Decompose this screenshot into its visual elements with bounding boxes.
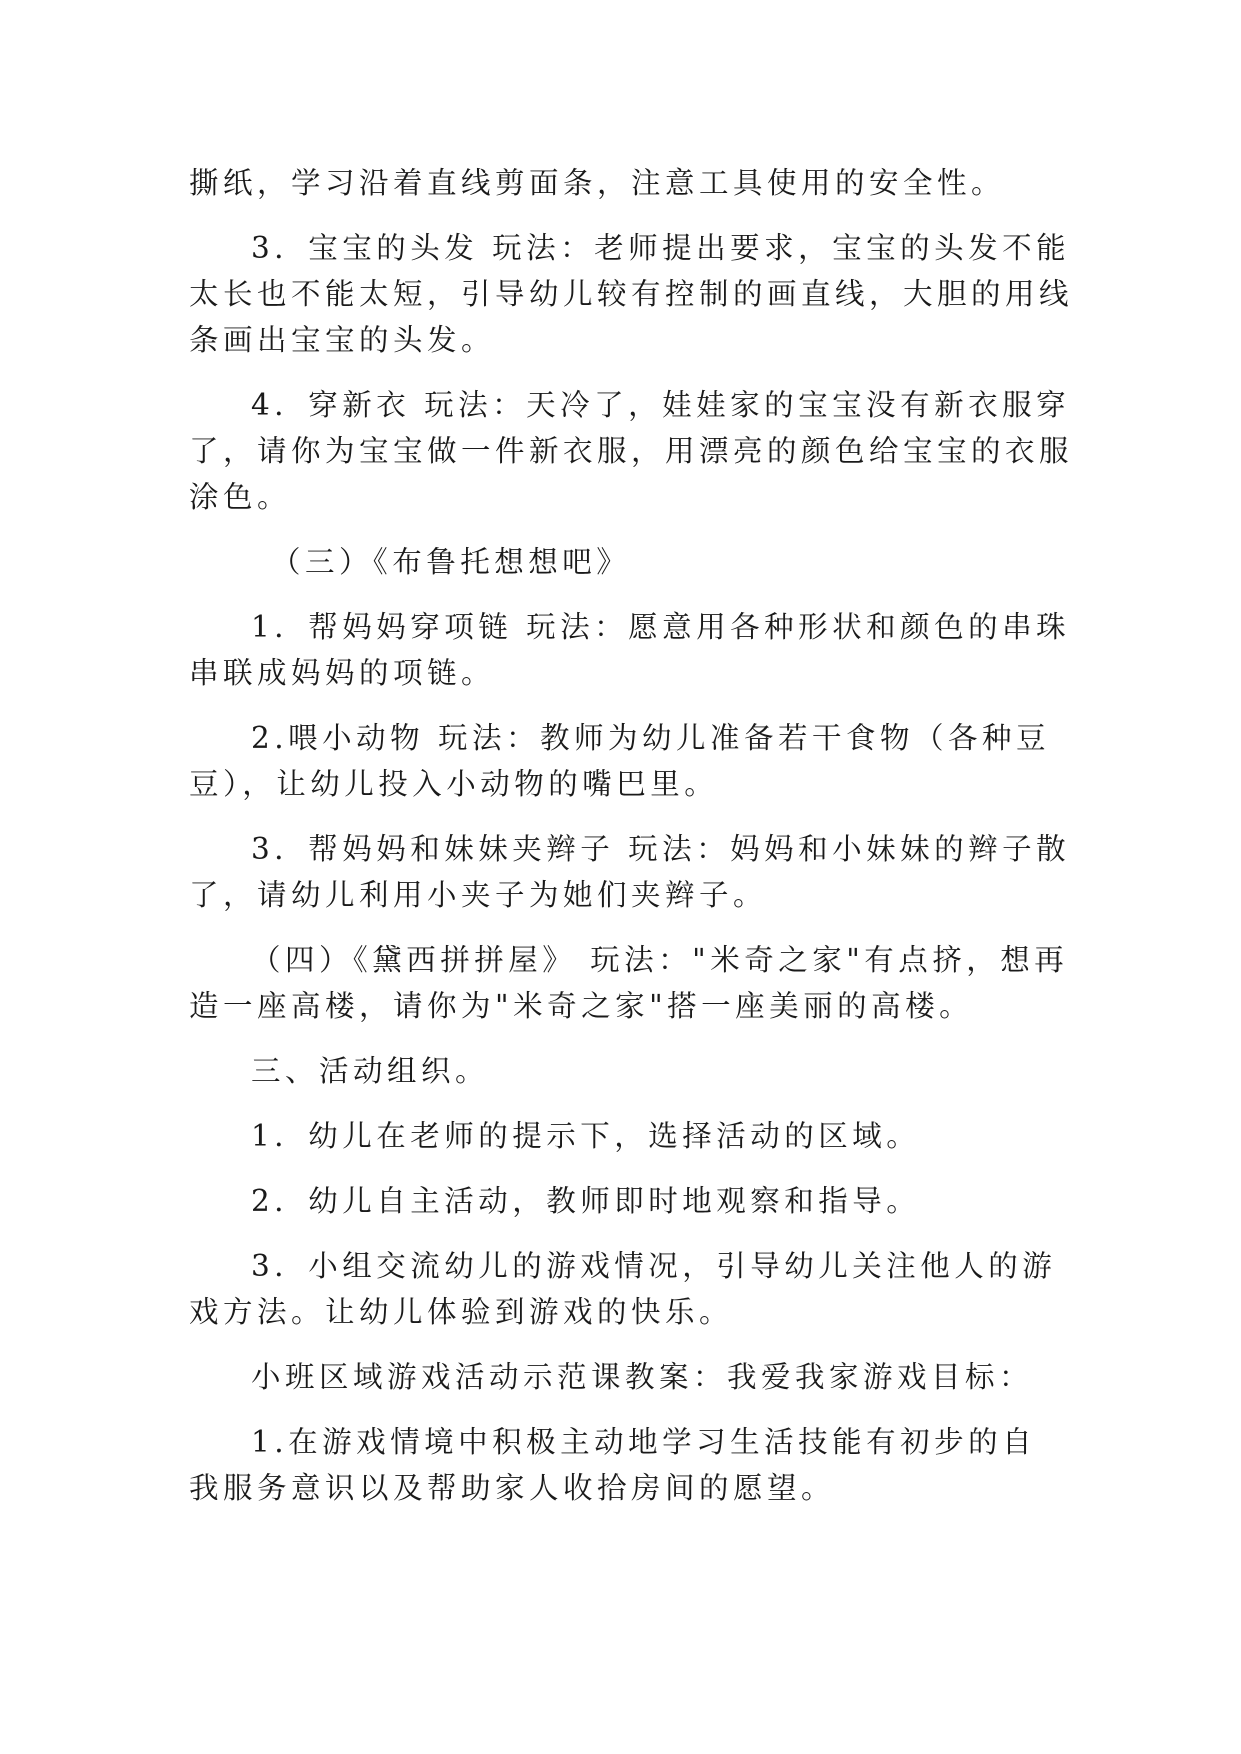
paragraph-line: 了，请幼儿利用小夹子为她们夹辫子。 — [189, 878, 768, 912]
paragraph-line: 3．宝宝的头发 玩法：老师提出要求，宝宝的头发不能 — [251, 231, 1071, 265]
paragraph-line: 戏方法。让幼儿体验到游戏的快乐。 — [189, 1295, 734, 1329]
paragraph-line: 涂色。 — [189, 480, 292, 514]
paragraph-line: 造一座高楼，请你为"米奇之家"搭一座美丽的高楼。 — [189, 989, 974, 1023]
paragraph-line: 条画出宝宝的头发。 — [189, 323, 496, 357]
section-heading: （三）《布鲁托想想吧》 — [271, 545, 631, 579]
document-body — [189, 160, 1074, 1511]
list-item: 1．幼儿在老师的提示下，选择活动的区域。 — [251, 1119, 921, 1153]
list-item: 1.在游戏情境中积极主动地学习生活技能有初步的自 — [251, 1425, 1037, 1459]
paragraph-line: 1．帮妈妈穿项链 玩法：愿意用各种形状和颜色的串珠 — [251, 610, 1071, 644]
paragraph-line: 4．穿新衣 玩法：天冷了，娃娃家的宝宝没有新衣服穿 — [251, 388, 1071, 422]
paragraph-line: 太长也不能太短，引导幼儿较有控制的画直线，大胆的用线 — [189, 277, 1074, 311]
paragraph-line: 2.喂小动物 玩法：教师为幼儿准备若干食物（各种豆 — [251, 721, 1051, 755]
paragraph-line: 撕纸，学习沿着直线剪面条，注意工具使用的安全性。 — [189, 166, 1006, 200]
section-heading: 三、活动组织。 — [251, 1054, 490, 1088]
paragraph-line: 了，请你为宝宝做一件新衣服，用漂亮的颜色给宝宝的衣服 — [189, 434, 1074, 468]
list-item: 2．幼儿自主活动，教师即时地观察和指导。 — [251, 1184, 921, 1218]
paragraph-line: 小班区域游戏活动示范课教案：我爱我家游戏目标： — [251, 1360, 1034, 1394]
paragraph-line: 串联成妈妈的项链。 — [189, 656, 496, 690]
paragraph-line: 我服务意识以及帮助家人收拾房间的愿望。 — [189, 1471, 836, 1505]
paragraph-line: 豆），让幼儿投入小动物的嘴巴里。 — [189, 767, 719, 801]
list-item: 3．小组交流幼儿的游戏情况，引导幼儿关注他人的游 — [251, 1249, 1057, 1283]
section-heading: （四）《黛西拼拼屋》 玩法："米奇之家"有点挤，想再 — [251, 943, 1069, 977]
paragraph-line: 3．帮妈妈和妹妹夹辫子 玩法：妈妈和小妹妹的辫子散 — [251, 832, 1071, 866]
